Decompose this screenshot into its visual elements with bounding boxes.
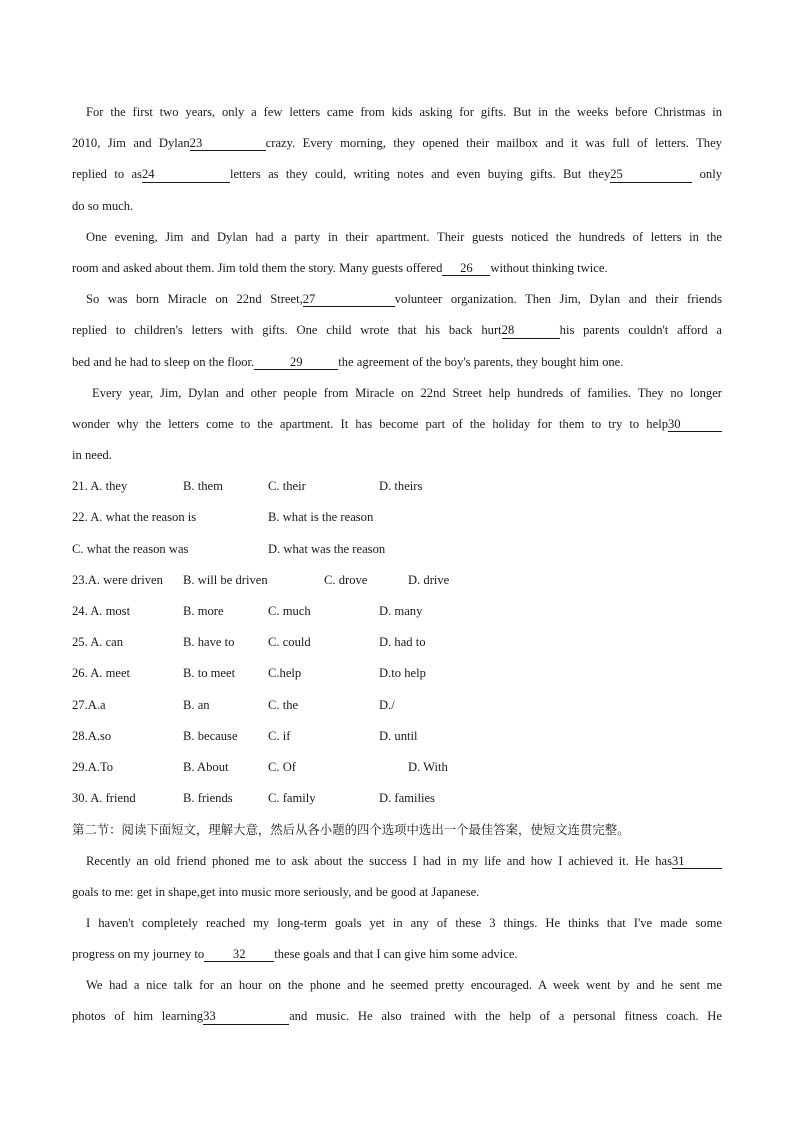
text: One evening, Jim and Dylan had a party in their apartment. Their guests noticed the hundreds of letters in the [86,229,722,244]
text: I haven't completely reached my long-term goals yet in any of these 3 things. He thinks that I've made some [86,915,722,930]
question-23 [72,565,722,596]
option-a: 24. A. most [72,604,131,618]
option-b: B. more [183,604,224,618]
option-c: C. their [268,479,306,494]
text: crazy. Every morning, they opened their mailbox and it was full of letters. They [265,136,722,151]
option-d: D.to help [379,666,426,681]
answer-blank-23: 23 [190,128,266,159]
answer-blank-29: 29 [254,347,338,378]
option-a: 21. A. they [72,479,128,494]
text: volunteer organization. Then Jim, Dylan and their friends [394,292,723,307]
option-a: 23.A. were driven [72,572,163,587]
question-22-cont [72,534,722,565]
option-c: C.help [268,666,302,681]
answer-blank-25: 25 [610,159,692,190]
passage-line [72,378,722,409]
text: and music. He also trained with the help of a personal fitness coach. He [289,1009,722,1024]
option-d: D. With [408,759,448,774]
option-c: C. if [268,728,291,743]
text: So was born Miracle on 22nd Street, [86,292,303,307]
option-d: D./ [379,697,395,712]
text: progress on my journey to [72,947,205,962]
option-d: D. had to [379,635,426,650]
passage-line [72,908,722,939]
text: photos of him learning [72,1009,204,1024]
passage-line [72,128,722,159]
passage-line [72,284,722,315]
question-28 [72,721,722,752]
passage-line [72,1001,722,1032]
text: do so much. [72,198,134,213]
section-heading: 第二节：阅读下面短文，理解大意，然后从各小题的四个选项中选出一个最佳答案，使短文连贯完整。 [72,822,630,838]
passage-line [72,222,722,253]
option-b: B. them [183,479,223,494]
passage-line [72,253,722,284]
answer-blank-26: 26 [442,253,490,284]
question-29 [72,752,722,783]
option-b: B. friends [183,791,233,806]
text: goals to me: get in shape,get into music more seriously, and be good at Japanese. [72,884,480,899]
text: Recently an old friend phoned me to ask about the success I had in my life and how I achieved it. He has [86,853,672,868]
passage-line [72,159,722,190]
text: in need. [72,448,112,463]
option-c: C. could [268,635,311,650]
passage-line [72,97,722,128]
passage-line [72,970,722,1001]
option-d: D. drive [408,572,450,587]
passage-line [72,846,722,877]
option-d: D. what was the reason [268,541,386,556]
passage-line [72,347,722,378]
question-24 [72,596,722,627]
passage-line [72,315,722,346]
text: replied to children's letters with gifts. One child wrote that his back hurt [72,323,502,338]
option-c: C. drove [324,572,368,587]
text: 2010, Jim and Dylan [72,136,190,151]
option-c: C. what the reason was [72,541,189,556]
option-c: C. much [268,604,311,618]
option-b: B. will be driven [183,572,268,587]
option-a: 25. A. can [72,635,124,650]
text: only [692,167,722,182]
passage-line [72,440,722,471]
option-b: B. an [183,697,210,712]
answer-blank-33: 33 [203,1001,289,1032]
passage-line [72,191,722,222]
text: Every year, Jim, Dylan and other people from Miracle on 22nd Street help hundreds of families. They no longer [92,385,722,400]
text: bed and he had to sleep on the floor. [72,354,255,369]
question-22 [72,502,722,533]
option-a: 22. A. what the reason is [72,510,197,525]
text: without thinking twice. [490,260,608,275]
answer-blank-30: 30 [668,409,722,440]
passage-line [72,409,722,440]
option-a: 26. A. meet [72,666,131,681]
option-b: B. what is the reason [268,510,374,525]
question-25 [72,627,722,658]
option-d: D. families [379,791,435,806]
answer-blank-28: 28 [502,315,560,346]
question-27 [72,690,722,721]
option-d: D. theirs [379,479,423,494]
option-c: C. family [268,791,316,806]
option-b: B. because [183,728,238,743]
passage-line [72,877,722,908]
answer-blank-24: 24 [142,159,230,190]
text: his parents couldn't afford a [559,323,722,338]
text: We had a nice talk for an hour on the phone and he seemed pretty encouraged. A week went by and he sent me [86,978,722,993]
answer-blank-31: 31 [672,846,722,877]
option-a: 27.A.a [72,697,106,712]
question-26 [72,658,722,689]
text: For the first two years, only a few letters came from kids asking for gifts. But in the weeks before Christmas in [86,105,722,119]
option-d: D. until [379,728,418,743]
option-a: 29.A.To [72,759,114,774]
text: the agreement of the boy's parents, they bought him one. [338,354,624,369]
text: these goals and that I can give him some advice. [274,947,518,962]
text: letters as they could, writing notes and even buying gifts. But they [229,167,611,182]
text: replied to as [72,167,142,182]
page-content [72,97,722,1033]
option-c: C. Of [268,759,296,774]
text: wonder why the letters come to the apartment. It has become part of the holiday for them to try to help [72,416,668,431]
question-21 [72,471,722,502]
option-d: D. many [379,604,423,618]
answer-blank-27: 27 [303,284,395,315]
passage-line [72,939,722,970]
text: room and asked about them. Jim told them the story. Many guests offered [72,260,443,275]
question-30 [72,783,722,814]
option-b: B. to meet [183,666,236,681]
option-a: 28.A.so [72,728,112,743]
option-b: B. About [183,759,229,774]
answer-blank-32: 32 [204,939,274,970]
option-a: 30. A. friend [72,791,136,806]
option-c: C. the [268,697,299,712]
option-b: B. have to [183,635,235,650]
